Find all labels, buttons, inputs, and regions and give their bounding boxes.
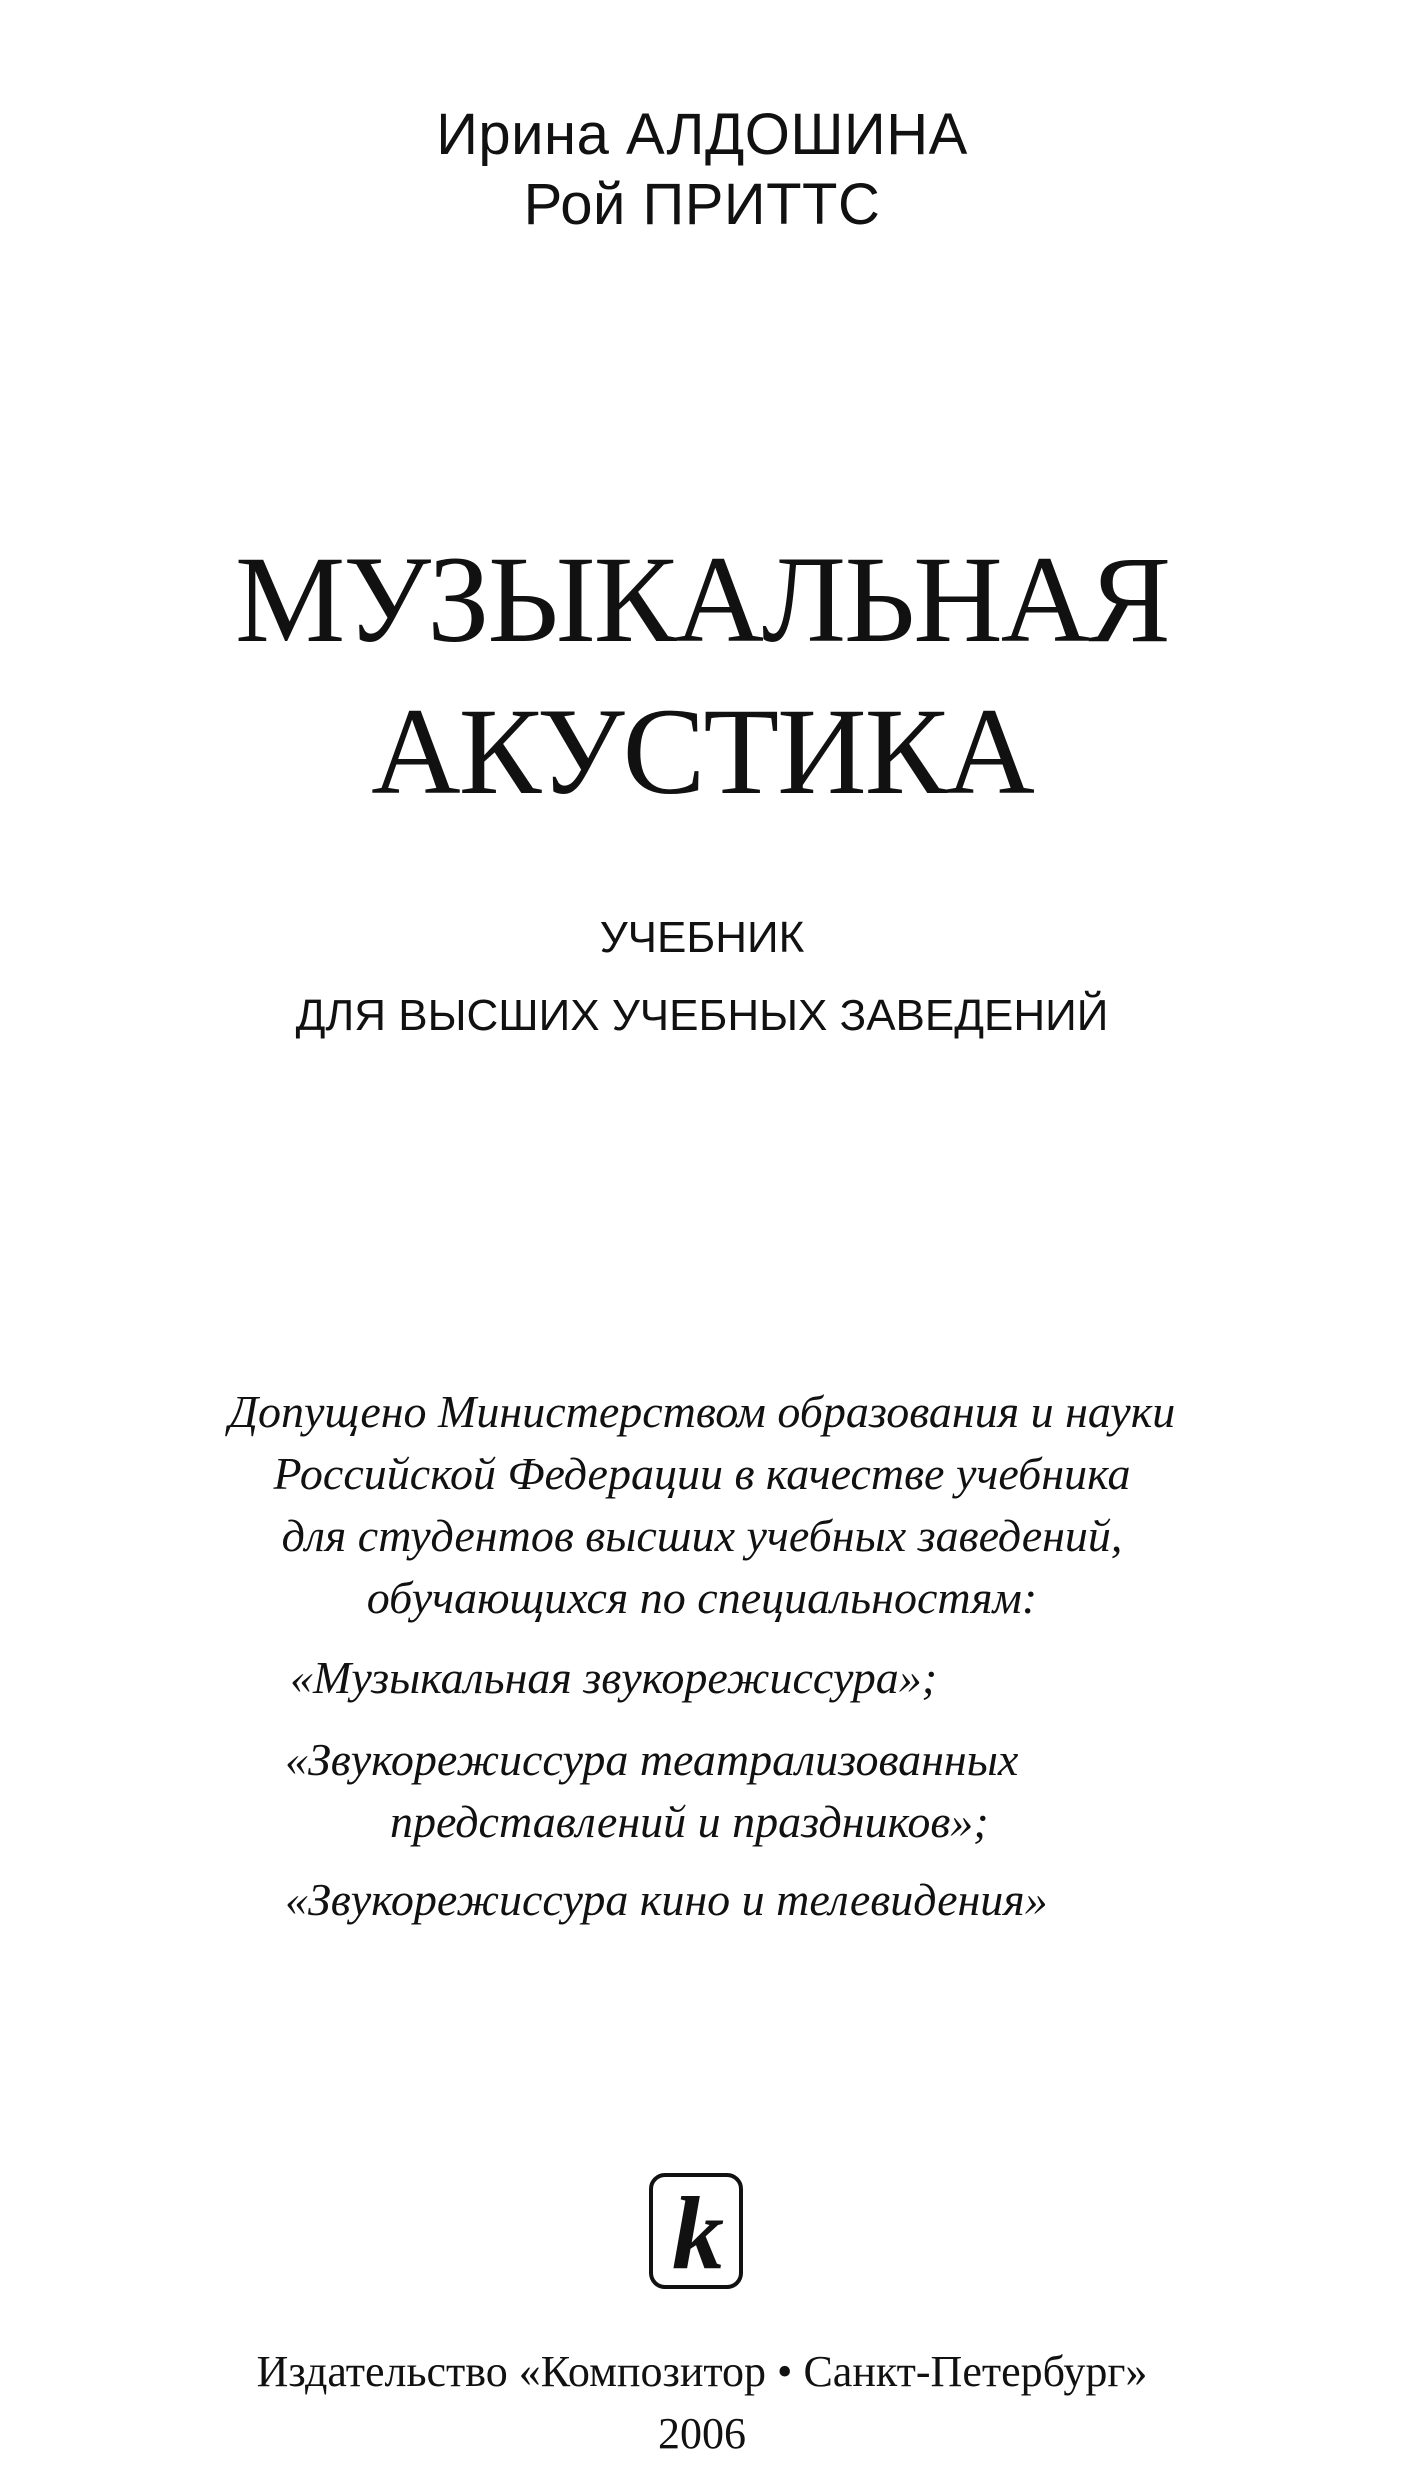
book-subtitle-line-2: ДЛЯ ВЫСШИХ УЧЕБНЫХ ЗАВЕДЕНИЙ	[295, 991, 1109, 1040]
approval-line-2: Российской Федерации в качестве учебника	[273, 1448, 1131, 1499]
approval-line-4: обучающихся по специальностям:	[366, 1572, 1038, 1623]
composer-logo-letter: k	[672, 2176, 724, 2290]
book-title-line-1: МУЗЫКАЛЬНАЯ	[234, 531, 1170, 668]
approval-line-3: для студентов высших учебных заведений,	[281, 1510, 1123, 1561]
publication-year: 2006	[658, 2409, 746, 2458]
specialty-2-continued: представлений и праздников»;	[390, 1796, 989, 1847]
composer-k-logo-icon	[648, 2172, 744, 2290]
specialty-1: «Музыкальная звукорежиссура»;	[290, 1652, 938, 1703]
book-title-line-2: АКУСТИКА	[371, 683, 1033, 820]
author-name-1: Ирина АЛДОШИНА	[436, 102, 968, 167]
approval-line-1: Допущено Министерством образования и науки	[228, 1386, 1176, 1437]
publisher-line: Издательство «Композитор • Санкт-Петербург»	[256, 2347, 1148, 2396]
specialty-3: «Звукорежиссура кино и телевидения»	[285, 1874, 1048, 1925]
book-subtitle-line-1: УЧЕБНИК	[599, 913, 805, 962]
author-name-2: Рой ПРИТТС	[523, 172, 881, 237]
specialty-2: «Звукорежиссура театрализованных	[285, 1734, 1019, 1785]
